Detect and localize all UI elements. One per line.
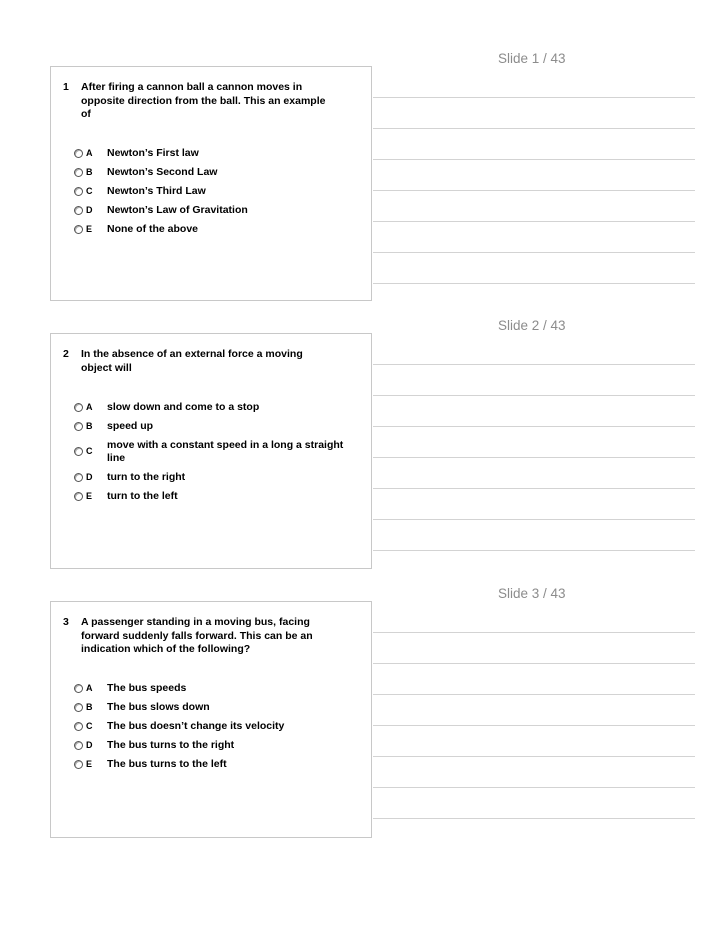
slide-label: Slide 1 / 43 (498, 51, 566, 66)
radio-button-icon[interactable] (74, 422, 83, 431)
option-letter: C (86, 186, 93, 196)
option-letter: A (86, 402, 93, 412)
option-text: speed up (107, 420, 154, 432)
slide-1 (0, 51, 720, 291)
option-text: The bus turns to the right (107, 739, 235, 751)
option-b[interactable] (51, 420, 371, 436)
option-a[interactable] (51, 401, 371, 417)
slide-card (50, 601, 372, 838)
radio-button-icon[interactable] (74, 225, 83, 234)
notes-line (373, 283, 695, 284)
radio-button-icon[interactable] (74, 447, 83, 456)
option-text: Newton’s Second Law (107, 166, 218, 178)
notes-line (373, 364, 695, 365)
slide-2 (0, 318, 720, 558)
notes-line (373, 457, 695, 458)
notes-line (373, 128, 695, 129)
radio-button-icon[interactable] (74, 168, 83, 177)
notes-line (373, 694, 695, 695)
option-d[interactable] (51, 471, 371, 487)
option-a[interactable] (51, 147, 371, 163)
radio-button-icon[interactable] (74, 684, 83, 693)
option-text: The bus speeds (107, 682, 187, 694)
slide-card (50, 333, 372, 569)
notes-line (373, 426, 695, 427)
option-c[interactable] (51, 720, 371, 736)
notes-line (373, 818, 695, 819)
option-a[interactable] (51, 682, 371, 698)
slide-3 (0, 586, 720, 826)
notes-line (373, 550, 695, 551)
option-letter: C (86, 721, 93, 731)
option-text: Newton’s Third Law (107, 185, 206, 197)
notes-line (373, 756, 695, 757)
option-text: move with a constant speed in a long a straight line (107, 439, 344, 464)
option-letter: C (86, 446, 93, 456)
option-letter: E (86, 491, 93, 501)
radio-button-icon[interactable] (74, 760, 83, 769)
notes-line (373, 632, 695, 633)
option-c[interactable] (51, 185, 371, 201)
option-text: turn to the left (107, 490, 178, 502)
option-text: The bus turns to the left (107, 758, 227, 770)
option-letter: B (86, 702, 93, 712)
notes-line (373, 221, 695, 222)
option-letter: B (86, 421, 93, 431)
option-c[interactable] (51, 439, 371, 467)
option-text: slow down and come to a stop (107, 401, 260, 413)
option-d[interactable] (51, 739, 371, 755)
radio-button-icon[interactable] (74, 703, 83, 712)
option-letter: E (86, 224, 93, 234)
option-letter: B (86, 167, 93, 177)
option-letter: E (86, 759, 93, 769)
option-letter: A (86, 683, 93, 693)
notes-line (373, 787, 695, 788)
option-b[interactable] (51, 701, 371, 717)
question-number: 3 (63, 616, 69, 628)
notes-line (373, 395, 695, 396)
radio-button-icon[interactable] (74, 741, 83, 750)
slide-label: Slide 3 / 43 (498, 586, 566, 601)
notes-line (373, 97, 695, 98)
option-letter: D (86, 205, 93, 215)
slide-label: Slide 2 / 43 (498, 318, 566, 333)
notes-line (373, 488, 695, 489)
option-e[interactable] (51, 223, 371, 239)
radio-button-icon[interactable] (74, 149, 83, 158)
question-number: 1 (63, 81, 69, 93)
notes-line (373, 663, 695, 664)
radio-button-icon[interactable] (74, 187, 83, 196)
option-text: Newton’s Law of Gravitation (107, 204, 248, 216)
option-e[interactable] (51, 758, 371, 774)
radio-button-icon[interactable] (74, 403, 83, 412)
option-d[interactable] (51, 204, 371, 220)
option-e[interactable] (51, 490, 371, 506)
radio-button-icon[interactable] (74, 722, 83, 731)
question-text: A passenger standing in a moving bus, facing forward suddenly falls forward. This can be an indication which of the following? (81, 616, 313, 655)
option-letter: D (86, 740, 93, 750)
option-text: Newton’s First law (107, 147, 199, 159)
option-text: turn to the right (107, 471, 186, 483)
option-b[interactable] (51, 166, 371, 182)
radio-button-icon[interactable] (74, 473, 83, 482)
option-letter: D (86, 472, 93, 482)
radio-button-icon[interactable] (74, 492, 83, 501)
option-text: The bus doesn’t change its velocity (107, 720, 285, 732)
notes-line (373, 252, 695, 253)
question-text: In the absence of an external force a moving object will (81, 348, 303, 374)
notes-line (373, 190, 695, 191)
question-number: 2 (63, 348, 69, 360)
slide-card (50, 66, 372, 301)
radio-button-icon[interactable] (74, 206, 83, 215)
option-text: The bus slows down (107, 701, 210, 713)
question-text: After firing a cannon ball a cannon moves in opposite direction from the ball. This an example of (81, 81, 326, 120)
option-text: None of the above (107, 223, 199, 235)
notes-line (373, 725, 695, 726)
notes-line (373, 159, 695, 160)
notes-line (373, 519, 695, 520)
option-letter: A (86, 148, 93, 158)
